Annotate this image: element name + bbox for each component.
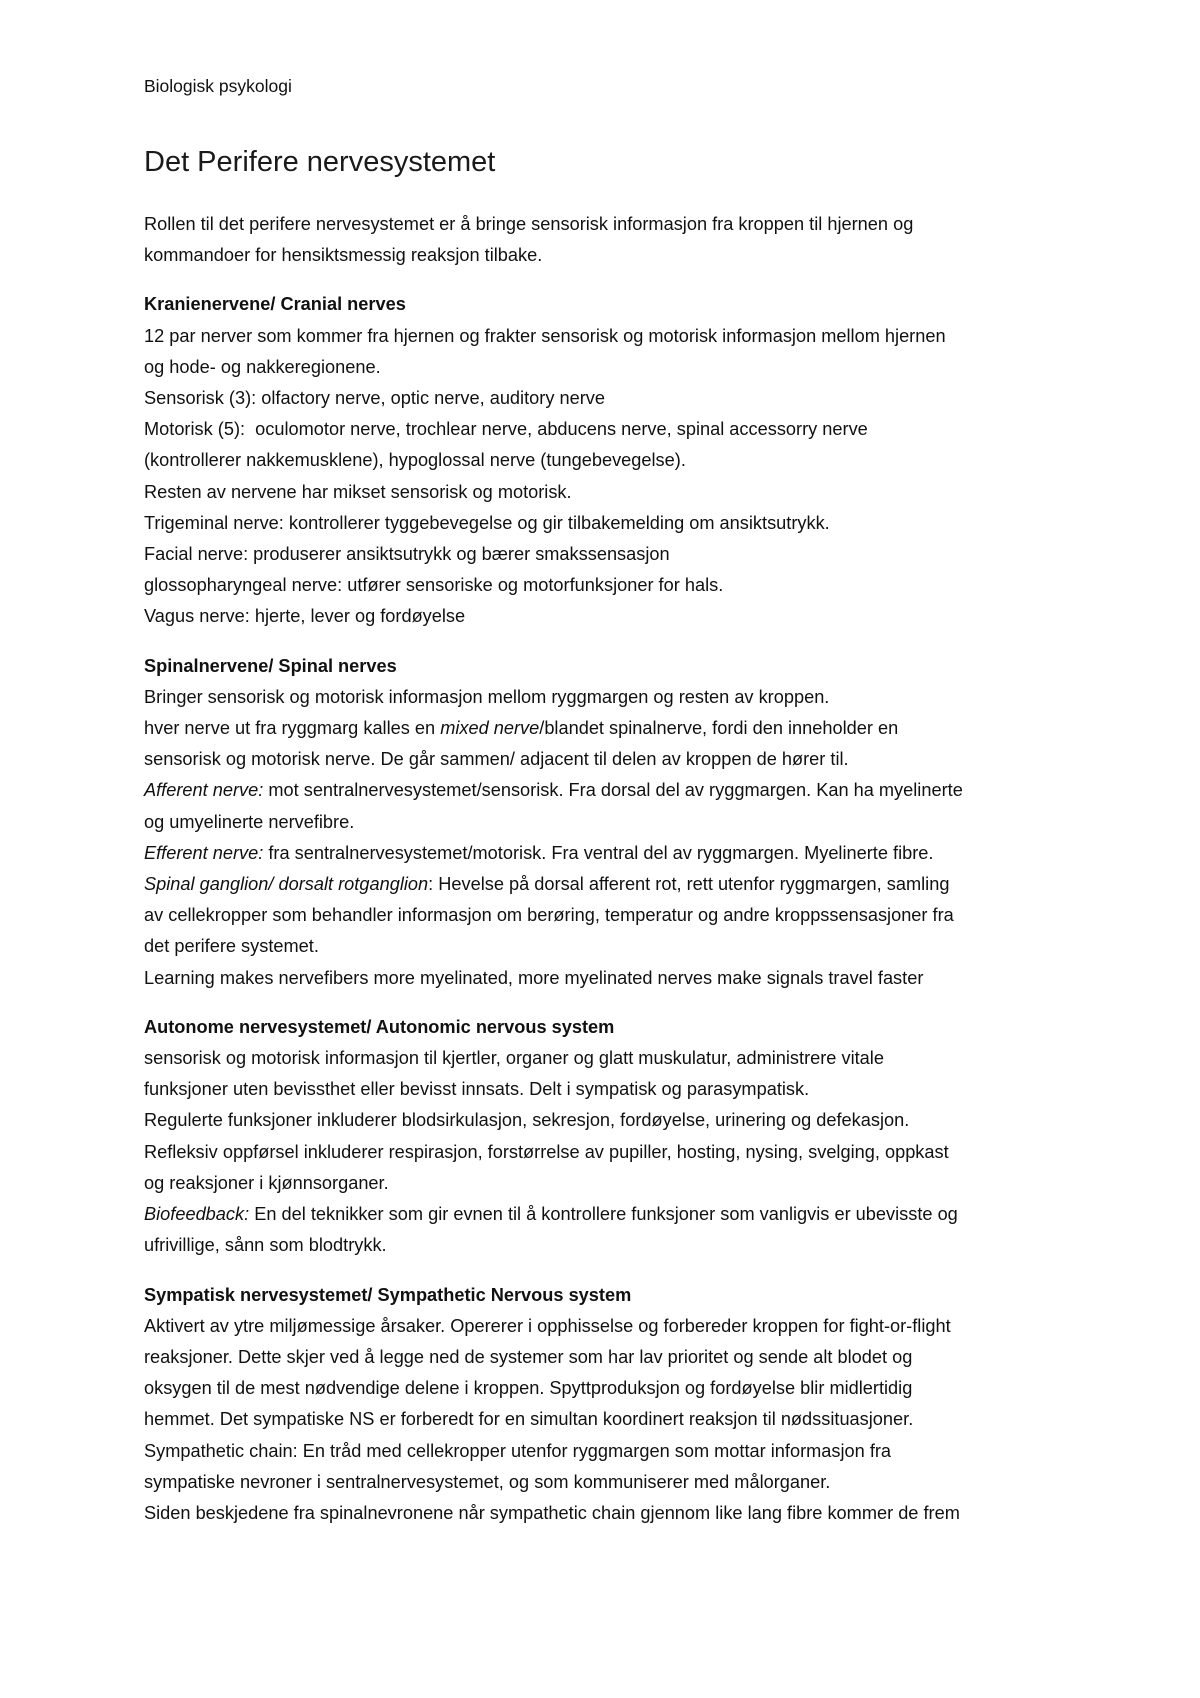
text-line: Sensorisk (3): olfactory nerve, optic nerve, auditory nerve [144, 388, 605, 409]
section-autonomic-nervous-system [144, 1012, 1074, 1262]
section-heading: Sympatisk nervesystemet/ Sympathetic Nervous system [144, 1284, 632, 1305]
text-line [144, 775, 1074, 806]
section-heading: Autonome nervesystemet/ Autonomic nervous system [144, 1016, 615, 1037]
term-mixed-nerve: mixed nerve [440, 718, 540, 739]
section-sympathetic-nervous-system [144, 1280, 1074, 1530]
text-run: : Hevelse på dorsal afferent rot, rett utenfor ryggmargen, samling [428, 874, 950, 895]
text-line: Aktivert av ytre miljømessige årsaker. Opererer i opphisselse og forbereder kroppen for fight-or-flight [144, 1315, 951, 1336]
document-title: Det Perifere nervesystemet [144, 146, 496, 178]
text-line: 12 par nerver som kommer fra hjernen og frakter sensorisk og motorisk informasjon mellom hjernen [144, 325, 946, 346]
text-line: og reaksjoner i kjønnsorganer. [144, 1172, 389, 1193]
text-line: kommandoer for hensiktsmessig reaksjon tilbake. [144, 245, 543, 266]
text-line: og hode- og nakkeregionene. [144, 356, 381, 377]
text-line: det perifere systemet. [144, 936, 319, 957]
text-line: oksygen til de mest nødvendige delene i kroppen. Spyttproduksjon og fordøyelse blir midlertidig [144, 1378, 913, 1399]
running-header: Biologisk psykologi [144, 76, 292, 96]
text-run: /blandet spinalnerve, fordi den inneholder en [539, 718, 899, 739]
section-heading: Kranienervene/ Cranial nerves [144, 294, 406, 315]
section-spinal-nerves [144, 651, 1074, 994]
document-body [144, 209, 1074, 1547]
text-line: ufrivillige, sånn som blodtrykk. [144, 1235, 387, 1256]
term-afferent-nerve: Afferent nerve: [144, 780, 264, 801]
text-line: og umyelinerte nervefibre. [144, 811, 355, 832]
text-run: En del teknikker som gir evnen til å kontrollere funksjoner som vanligvis er ubevisste og [249, 1204, 958, 1225]
text-line: Resten av nervene har mikset sensorisk og motorisk. [144, 481, 572, 502]
text-line: Rollen til det perifere nervesystemet er å bringe sensorisk informasjon fra kroppen til hjernen og [144, 214, 914, 234]
text-line: av cellekropper som behandler informasjon om berøring, temperatur og andre kroppssensasjoner fra [144, 905, 954, 926]
intro-paragraph [144, 209, 1074, 271]
text-line: hemmet. Det sympatiske NS er forberedt for en simultan koordinert reaksjon til nødssituasjoner. [144, 1409, 914, 1430]
text-line: Sympathetic chain: En tråd med cellekropper utenfor ryggmargen som mottar informasjon fra [144, 1440, 892, 1461]
text-line: (kontrollerer nakkemusklene), hypoglossal nerve (tungebevegelse). [144, 450, 686, 471]
text-line: reaksjoner. Dette skjer ved å legge ned de systemer som har lav prioritet og sende alt blodet og [144, 1346, 913, 1367]
text-line [144, 1199, 1074, 1230]
text-line: funksjoner uten bevissthet eller bevisst innsats. Delt i sympatisk og parasympatisk. [144, 1079, 810, 1100]
text-line [144, 838, 1074, 869]
section-cranial-nerves [144, 289, 1074, 632]
text-line: Refleksiv oppførsel inkluderer respirasjon, forstørrelse av pupiller, hosting, nysing, svelging, oppkast [144, 1141, 949, 1162]
text-line: Regulerte funksjoner inkluderer blodsirkulasjon, sekresjon, fordøyelse, urinering og defekasjon. [144, 1110, 910, 1131]
term-spinal-ganglion: Spinal ganglion/ dorsalt rotganglion [144, 874, 429, 895]
text-line: glossopharyngeal nerve: utfører sensoriske og motorfunksjoner for hals. [144, 575, 724, 596]
text-line: Motorisk (5): oculomotor nerve, trochlear nerve, abducens nerve, spinal accessorry nerve [144, 419, 868, 440]
text-run: mot sentralnervesystemet/sensorisk. Fra dorsal del av ryggmargen. Kan ha myelinerte [263, 780, 963, 801]
text-run: hver nerve ut fra ryggmarg kalles en [144, 718, 441, 739]
text-line: Facial nerve: produserer ansiktsutrykk og bærer smakssensasjon [144, 544, 670, 565]
text-line [144, 713, 1074, 744]
text-line: Siden beskjedene fra spinalnevronene når sympathetic chain gjennom like lang fibre kommer de frem [144, 1502, 960, 1523]
section-heading: Spinalnervene/ Spinal nerves [144, 655, 397, 676]
text-line: Bringer sensorisk og motorisk informasjon mellom ryggmargen og resten av kroppen. [144, 686, 830, 707]
term-biofeedback: Biofeedback: [144, 1204, 250, 1225]
text-line: Vagus nerve: hjerte, lever og fordøyelse [144, 606, 466, 627]
text-line: Trigeminal nerve: kontrollerer tyggebevegelse og gir tilbakemelding om ansiktsutrykk. [144, 512, 830, 533]
text-run: fra sentralnervesystemet/motorisk. Fra ventral del av ryggmargen. Myelinerte fibre. [263, 842, 934, 863]
text-line [144, 869, 1074, 900]
text-line: sensorisk og motorisk nerve. De går sammen/ adjacent til delen av kroppen de hører til. [144, 749, 849, 770]
text-line: sympatiske nevroner i sentralnervesystemet, og som kommuniserer med målorganer. [144, 1471, 831, 1492]
term-efferent-nerve: Efferent nerve: [144, 842, 264, 863]
text-line: Learning makes nervefibers more myelinated, more myelinated nerves make signals travel faster [144, 967, 924, 988]
text-line: sensorisk og motorisk informasjon til kjertler, organer og glatt muskulatur, administrere vitale [144, 1048, 884, 1069]
